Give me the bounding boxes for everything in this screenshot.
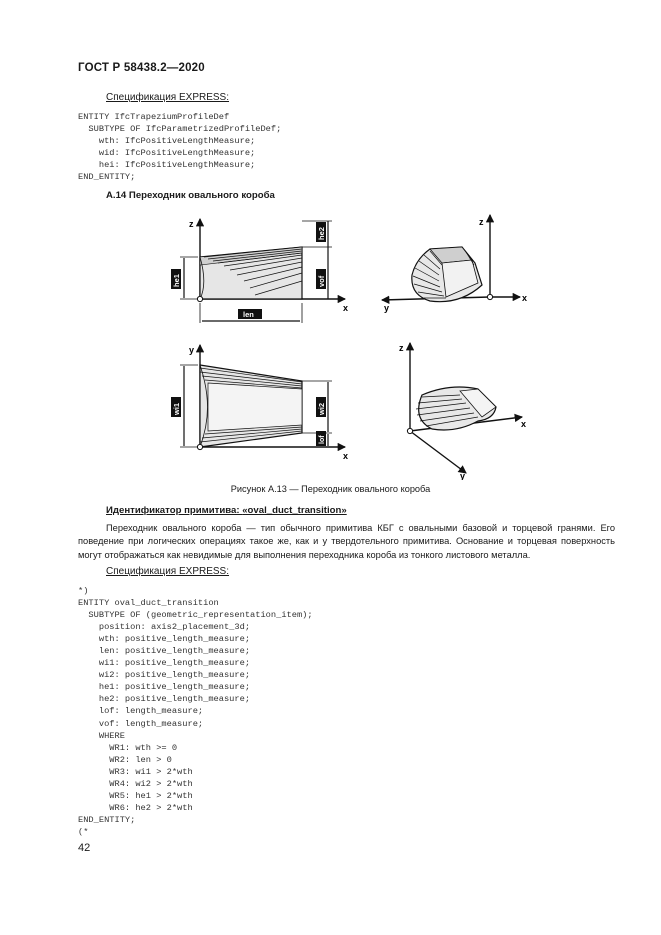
side-view: [171, 219, 348, 323]
figure-caption: Рисунок А.13 — Переходник овального короба: [230, 484, 431, 494]
iso-view-bottom: [399, 343, 526, 480]
primitive-identifier: [106, 505, 347, 516]
code-line: *): [78, 586, 89, 596]
code-line: WR4: wi2 > 2*wth: [78, 778, 193, 789]
code-line: WR1: wth >= 0: [78, 742, 178, 753]
axis-x-label: x: [522, 293, 528, 303]
axis-y-label: y: [189, 345, 195, 355]
code-line: he2: positive_length_measure;: [78, 694, 251, 705]
code-line: WR5: he1 > 2*wth: [78, 790, 193, 801]
code-line: he1: positive_length_measure;: [78, 682, 251, 693]
axis-y-label: y: [384, 303, 390, 313]
code-line: END_ENTITY;: [78, 814, 136, 825]
identifier-name: «oval_duct_transition»: [242, 505, 347, 516]
code-line: ENTITY IfcTrapeziumProfileDef: [78, 112, 230, 122]
code-line: vof: length_measure;: [78, 718, 204, 729]
code-line: SUBTYPE OF (geometric_representation_item);: [78, 610, 313, 621]
plan-view: [171, 345, 348, 461]
code-line: hei: IfcPositiveLengthMeasure;: [78, 160, 256, 171]
wi2-label: wi2: [317, 402, 326, 415]
code-line: lof: length_measure;: [78, 706, 204, 717]
code-line: ENTITY oval_duct_transition: [78, 598, 219, 609]
code-line: WHERE: [78, 730, 125, 741]
wi1-label: wi1: [172, 402, 181, 415]
document-header: ГОСТ Р 58438.2—2020: [78, 62, 205, 74]
vof-label: vof: [317, 275, 326, 287]
axis-x-label: x: [343, 451, 349, 461]
code-line: WR2: len > 0: [78, 754, 172, 765]
code-line: len: positive_length_measure;: [78, 646, 251, 657]
code-line: wi2: positive_length_measure;: [78, 670, 251, 681]
figure-oval-duct-transition: [160, 205, 540, 480]
axis-z-label: z: [189, 219, 194, 229]
lof-label: lof: [319, 435, 326, 444]
axis-z-label: z: [479, 217, 484, 227]
code-block-1: [78, 111, 281, 183]
code-line: SUBTYPE OF IfcParametrizedProfileDef;: [78, 124, 282, 135]
code-line: END_ENTITY;: [78, 172, 136, 183]
identifier-prefix: Идентификатор примитива:: [106, 505, 243, 516]
code-block-2: [78, 585, 313, 838]
description-paragraph: Переходник овального короба — тип обычного примитива КБГ с овальными базовой и торцевой гранями. Его поведение при логических операциях такое же, как и у твердотельного примитива. Основание и торцевая поверхность могут отображаться как невидимые для выполнения переходника короба из тонкого листового металла.: [78, 523, 615, 560]
code-line: (*: [78, 826, 89, 837]
code-line: WR3: wi1 > 2*wth: [78, 766, 193, 777]
code-line: wth: IfcPositiveLengthMeasure;: [78, 136, 256, 147]
spec-label-2: Спецификация EXPRESS:: [106, 566, 230, 577]
code-line: wi1: positive_length_measure;: [78, 658, 251, 669]
axis-x-label: x: [521, 419, 527, 429]
he1-label: he1: [172, 274, 181, 287]
code-line: wid: IfcPositiveLengthMeasure;: [78, 148, 256, 159]
axis-y-label: y: [460, 471, 466, 480]
code-line: WR6: he2 > 2*wth: [78, 802, 193, 813]
spec-label-1: Спецификация EXPRESS:: [106, 92, 230, 103]
len-label: len: [243, 310, 254, 319]
page-number: 42: [78, 842, 91, 854]
code-line: wth: positive_length_measure;: [78, 634, 251, 645]
code-line: position: axis2_placement_3d;: [78, 622, 251, 633]
section-title: А.14 Переходник овального короба: [106, 190, 275, 201]
axis-x-label: x: [343, 303, 349, 313]
iso-view-top: [382, 215, 527, 313]
axis-z-label: z: [399, 343, 404, 353]
he2-label: he2: [317, 227, 326, 240]
